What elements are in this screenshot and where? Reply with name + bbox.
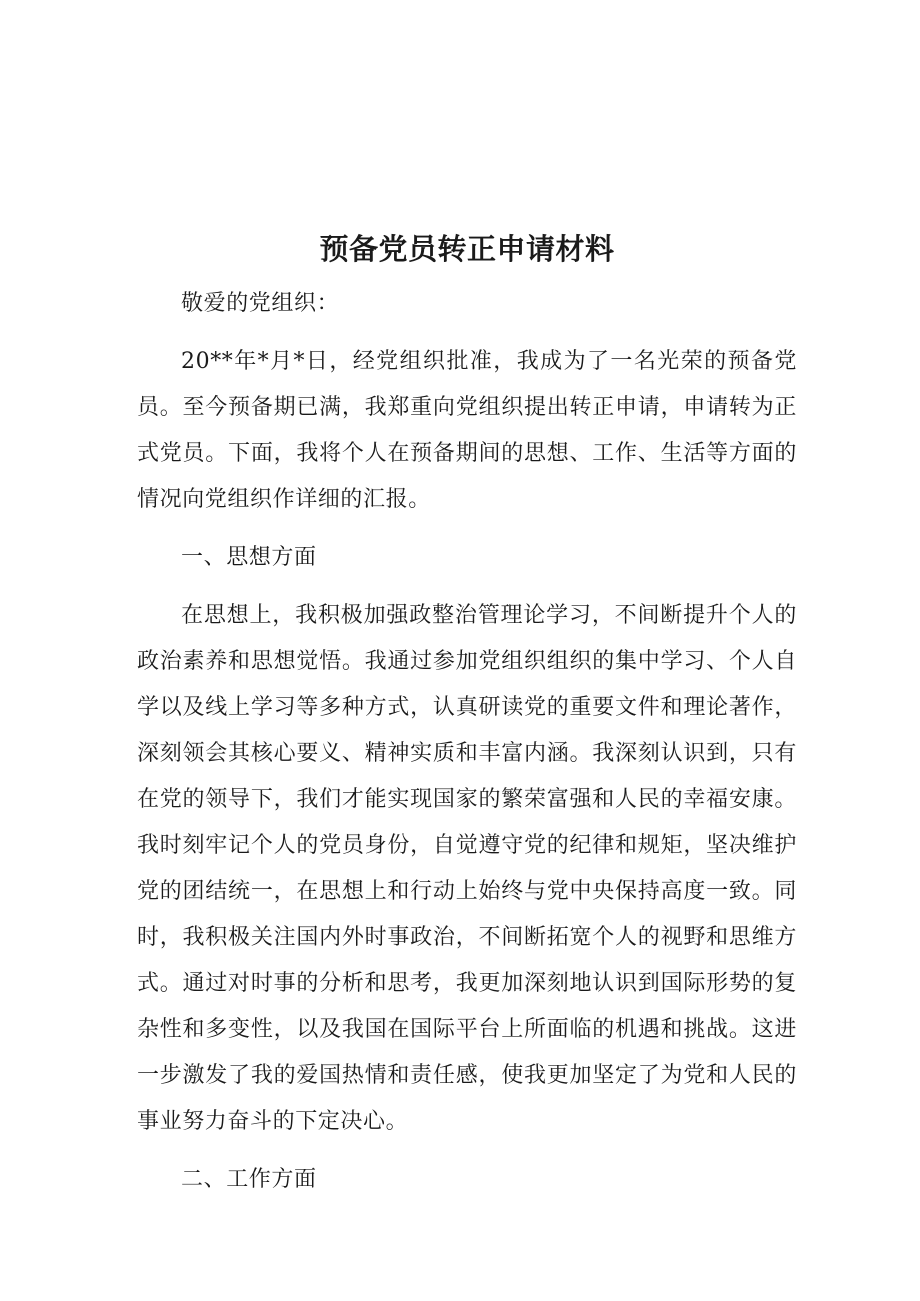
section-heading-thought: 一、思想方面 (181, 545, 317, 570)
intro-paragraph: 20**年*月*日，经党组织批准，我成为了一名光荣的预备党员。至今预备期已满，我郑重向党组织提出转正申请，申请转为正式党员。下面，我将个人在预备期间的思想、工作、生活等方面的情况向党组织作详细的汇报。 (137, 349, 797, 512)
document-page (137, 225, 797, 1215)
salutation: 敬爱的党组织： (181, 291, 340, 316)
document-title: 预备党员转正申请材料 (319, 232, 615, 266)
section-body-thought: 在思想上，我积极加强政整治管理论学习，不间断提升个人的政治素养和思想觉悟。我通过参加党组织组织的集中学习、个人自学以及线上学习等多种方式，认真研读党的重要文件和理论著作，深刻领会其核心要义、精神实质和丰富内涵。我深刻认识到，只有在党的领导下，我们才能实现国家的繁荣富强和人民的幸福安康。我时刻牢记个人的党员身份，自觉遵守党的纪律和规矩，坚决维护党的团结统一，在思想上和行动上始终与党中央保持高度一致。同时，我积极关注国内外时事政治，不间断拓宽个人的视野和思维方式。通过对时事的分析和思考，我更加深刻地认识到国际形势的复杂性和多变性，以及我国在国际平台上所面临的机遇和挑战。这进一步激发了我的爱国热情和责任感，使我更加坚定了为党和人民的事业努力奋斗的下定决心。 (137, 603, 797, 1134)
section-heading-work: 二、工作方面 (181, 1167, 317, 1192)
